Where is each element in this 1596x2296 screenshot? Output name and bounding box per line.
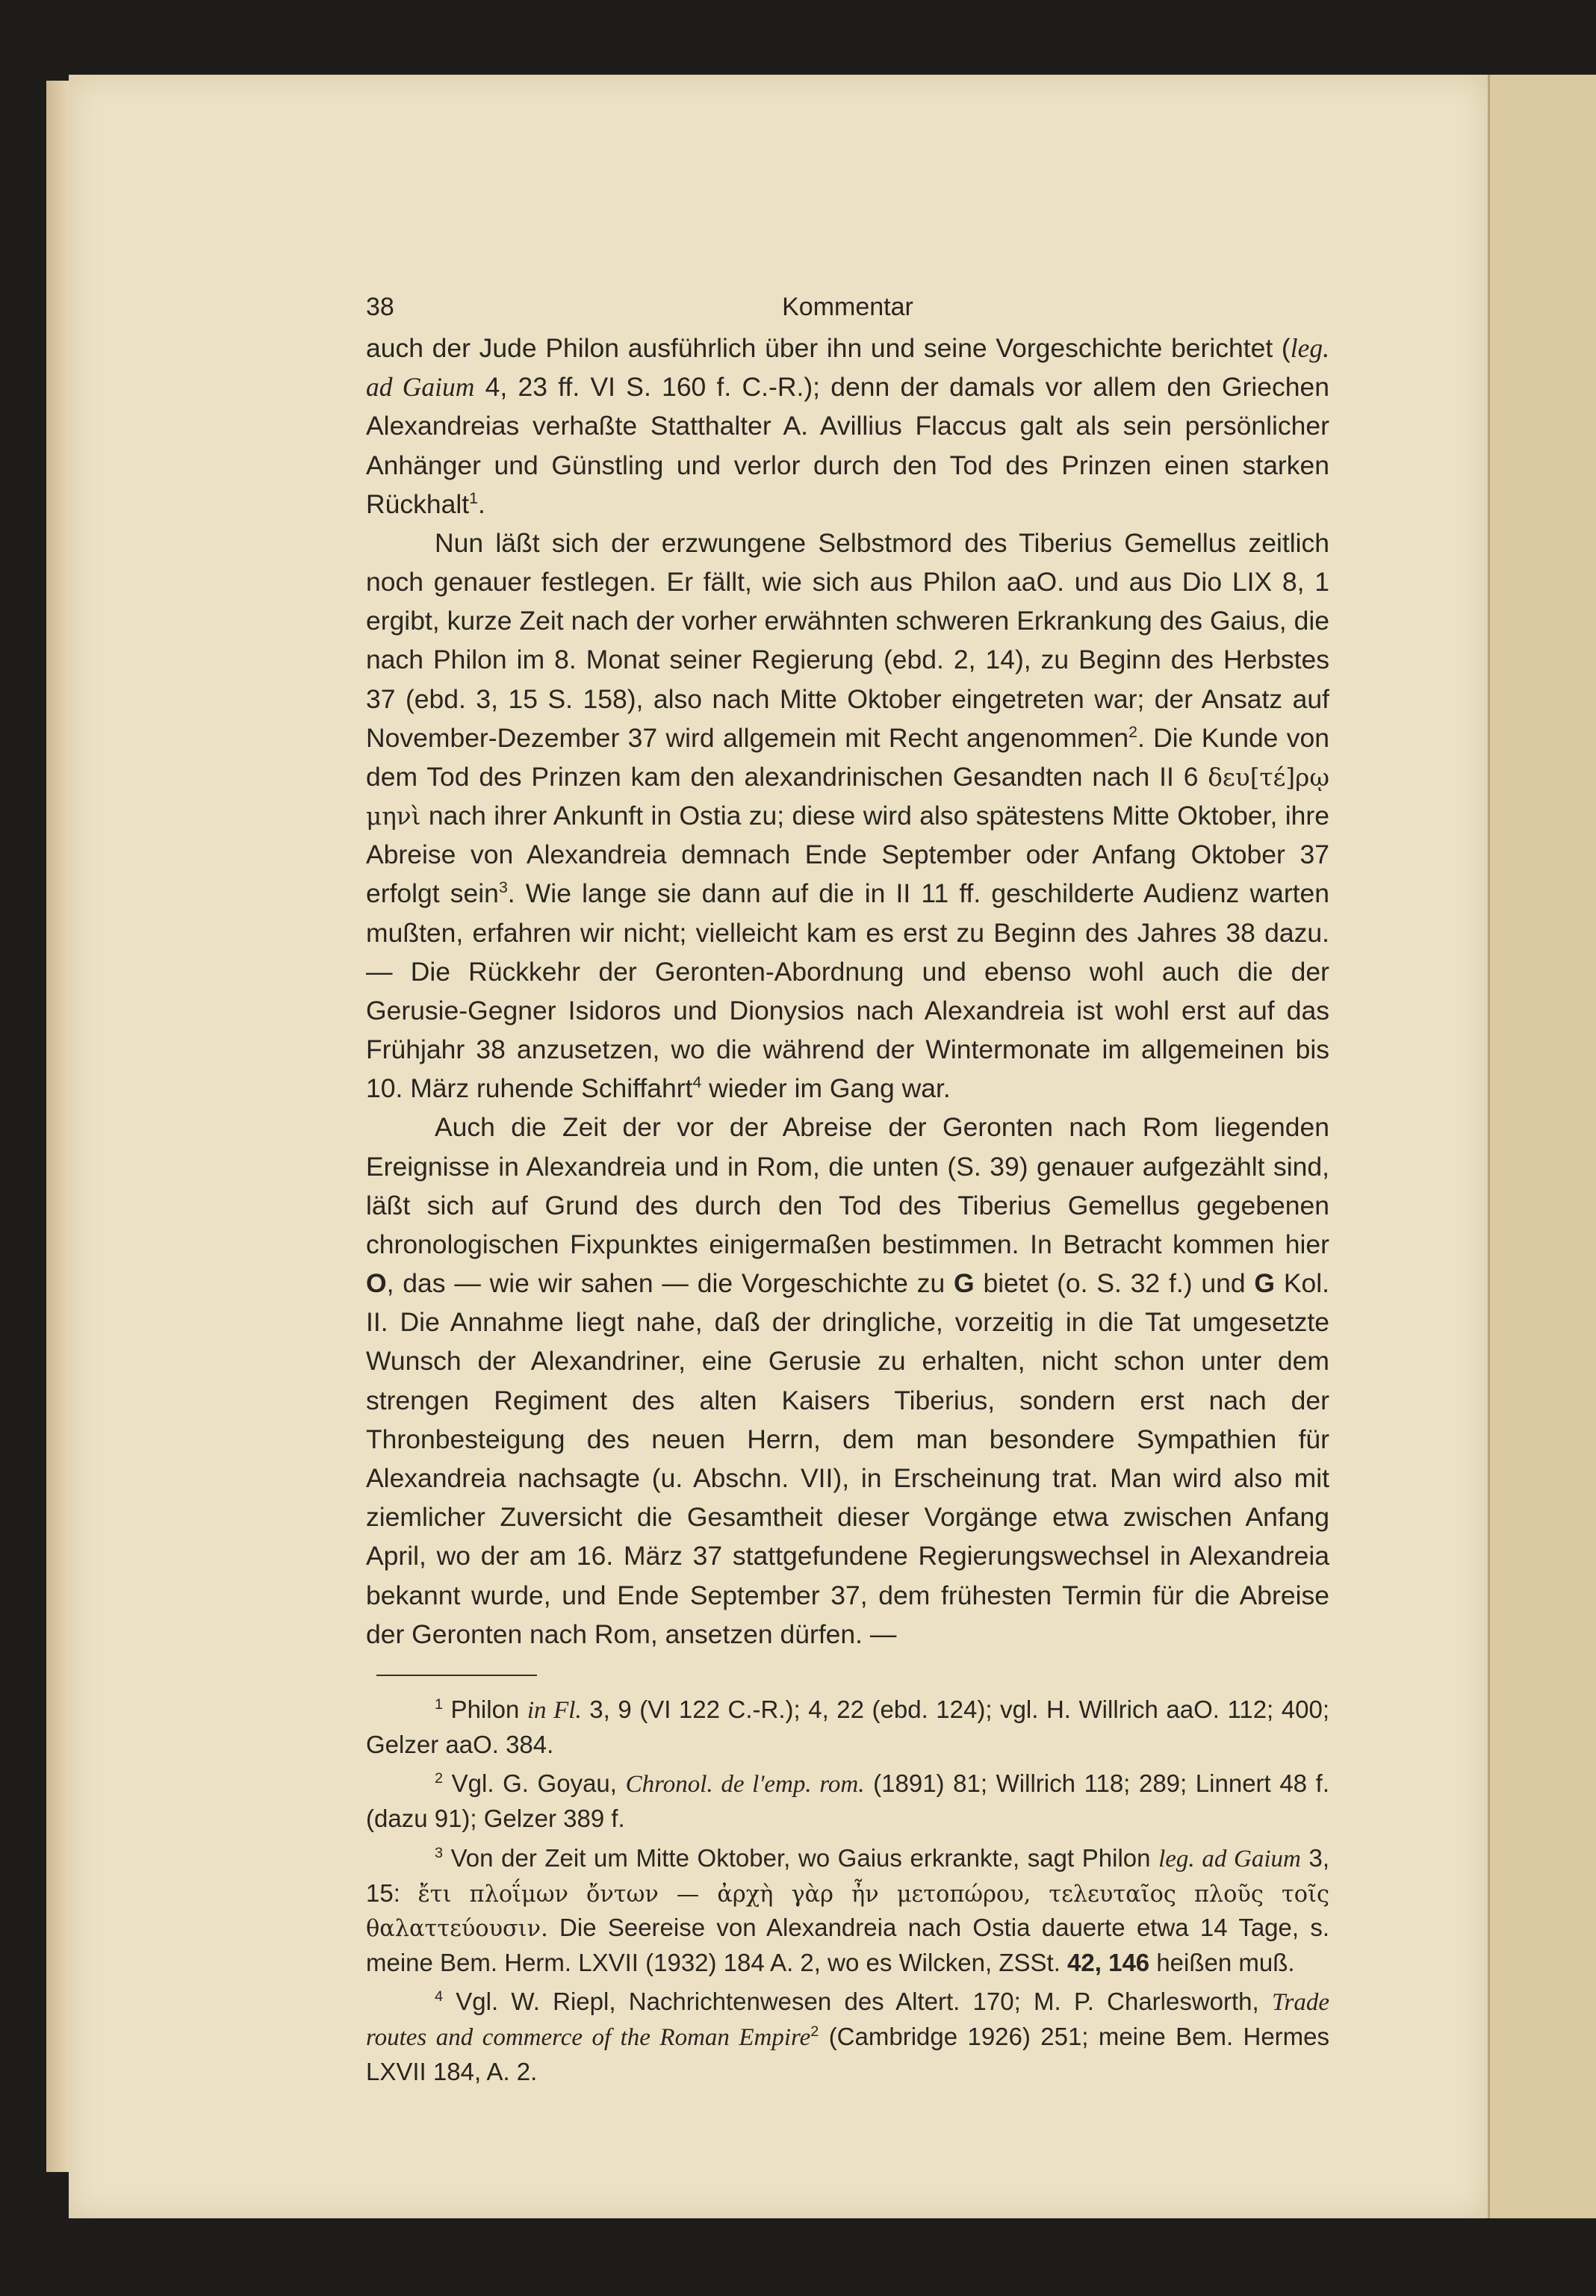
footnote-2 [366,1766,1329,1836]
bold-reference: 42, 146 [1067,1948,1150,1976]
footnote-ref: 4 [692,1073,702,1092]
text-run: Nun läßt sich der erzwungene Selbstmord des Tiberius Gemellus zeitlich noch genauer festlegen. Er fällt, wie sich aus Philon aaO. und aus Dio LIX 8, 1 ergibt, kurze Zeit nach der vorher erwähnten schweren Erkrankung des Gaius, die nach Philon im 8. Monat seiner Regierung (ebd. 2, 14), zu Beginn des Herbstes 37 (ebd. 3, 15 S. 158), also nach Mitte Oktober eingetreten war; der Ansatz auf November-Dezember 37 wird allgemein mit Recht angenommen [366,527,1329,753]
edition-superscript: 2 [810,2023,819,2041]
paragraph-3 [366,1108,1329,1653]
text-run: 4, 23 ff. VI S. 160 f. C.-R.); denn der damals vor allem den Griechen Alexandreias verhaßte Statthalter A. Avillius Flaccus galt als sein persönlicher Anhänger und Günstling und verlor durch den Tod des Prinzen einen starken Rückhalt [366,372,1329,519]
text-run: Vgl. G. Goyau, [443,1769,626,1798]
text-run: 3, 15: [366,1843,1329,1907]
page-content [366,284,1329,2094]
text-run: . [477,488,485,519]
running-title: Kommentar [782,293,913,321]
bold-siglum: G [1254,1268,1276,1299]
text-run: auch der Jude Philon ausführlich über ihn und seine Vorgeschichte berichtet ( [366,333,1291,363]
italic-citation: Trade routes and commerce of the Roman Empire [366,1988,1329,2052]
footnote-number: 4 [435,1988,444,2005]
footnote-ref: 2 [1128,722,1137,741]
text-run: Von der Zeit um Mitte Oktober, wo Gaius erkrankte, sagt Philon [443,1843,1159,1872]
footnote-3 [366,1841,1329,1980]
greek-text: ἔτι πλοΐμων ὄντων — ἀρχὴ γὰρ ἦν μετοπώρου, τελευταῖος πλοῦς τοῖς θαλαττεύουσιν. [366,1881,1329,1943]
greek-text: δευ[τέ]ρῳ μηνὶ [366,763,1329,831]
footnote-number: 3 [435,1844,444,1861]
italic-citation: Chronol. de l'emp. rom. [625,1771,865,1799]
footnotes [366,1692,1329,2090]
text-run: , das — wie wir sahen — die Vorgeschichte zu [386,1268,954,1299]
bold-siglum: O [366,1268,387,1299]
italic-citation: leg. ad Gaium [1158,1845,1301,1873]
running-head [366,284,1329,329]
footnote-ref: 1 [469,488,478,507]
footnote-ref: 3 [498,878,508,897]
footnote-number: 2 [435,1770,444,1787]
facing-page-edge [1488,75,1596,2218]
body-text [366,329,1329,1654]
footnote-number: 1 [435,1695,444,1713]
footnote-divider [376,1675,537,1676]
text-run: Philon [443,1695,527,1723]
text-run: wieder im Gang war. [701,1073,951,1104]
text-run: nach ihrer Ankunft in Ostia zu; diese wird also spätestens Mitte Oktober, ihre Abreise von Alexandreia demnach Ende September oder Anfang Oktober 37 erfolgt sein [366,801,1329,909]
text-run: Auch die Zeit der vor der Abreise der Geronten nach Rom liegenden Ereignisse in Alexandreia und in Rom, die unten (S. 39) genauer aufgezählt sind, läßt sich auf Grund des durch den Tod des Tiberius Gemellus gegebenen chronologischen Fixpunktes einigermaßen bestimmen. In Betracht kommen hier [366,1112,1329,1259]
italic-citation: leg. ad Gaium [366,333,1329,403]
text-run: Die Seereise von Alexandreia nach Ostia dauerte etwa 14 Tage, s. meine Bem. Herm. LXVII (1932) 184 A. 2, wo es Wilcken, ZSSt. [366,1914,1329,1976]
bold-siglum: G [954,1268,975,1299]
text-run: . Wie lange sie dann auf die in II 11 ff. geschilderte Audienz warten mußten, erfahren wir nicht; vielleicht kam es erst zu Beginn des Jahres 38 dazu. — Die Rückkehr der Geronten-Abordnung und ebenso wohl auch die der Gerusie-Gegner Isidoros und Dionysios nach Alexandreia ist wohl erst auf das Frühjahr 38 anzusetzen, wo die während der Wintermonate im allgemeinen bis 10. März ruhende Schiffahrt [366,878,1329,1104]
text-run: heißen muß. [1149,1948,1295,1976]
text-run: . Die Kunde von dem Tod des Prinzen kam den alexandrinischen Gesandten nach II 6 [366,722,1330,792]
text-run: Kol. II. Die Annahme liegt nahe, daß der dringliche, vorzeitig in die Tat umgesetzte Wunsch der Alexandriner, eine Gerusie zu erhalten, nicht schon unter dem strengen Regiment des alten Kaisers Tiberius, sondern erst nach der Thronbesteigung des neuen Herrn, dem man besondere Sympathien für Alexandreia nachsagte (u. Abschn. VII), in Erscheinung trat. Man wird also mit ziemlicher Zuversicht die Gesamtheit dieser Vorgänge etwa zwischen Anfang April, wo der am 16. März 37 stattgefundene Regierungswechsel in Alexandreia bekannt wurde, und Ende September 37, dem frühesten Termin für die Abreise der Geronten nach Rom, ansetzen dürfen. — [366,1268,1329,1649]
page-number: 38 [366,293,394,321]
footnote-4 [366,1985,1329,2090]
text-run: (Cambridge 1926) 251; meine Bem. Hermes LXVII 184, A. 2. [366,2023,1330,2086]
text-run: 3, 9 (VI 122 C.-R.); 4, 22 (ebd. 124); vgl. H. Willrich aaO. 112; 400; Gelzer aaO. 384. [366,1695,1329,1759]
text-run: Vgl. W. Riepl, Nachrichtenwesen des Altert. 170; M. P. Charlesworth, [443,1987,1272,2015]
italic-citation: in Fl. [527,1696,582,1724]
text-run: (1891) 81; Willrich 118; 289; Linnert 48 f. (dazu 91); Gelzer 389 f. [366,1769,1329,1833]
paragraph-2 [366,524,1329,1108]
text-run: bietet (o. S. 32 f.) und [974,1268,1255,1299]
footnote-1 [366,1692,1329,1762]
page-stack-edge [46,81,69,2172]
paragraph-1 [366,329,1329,524]
